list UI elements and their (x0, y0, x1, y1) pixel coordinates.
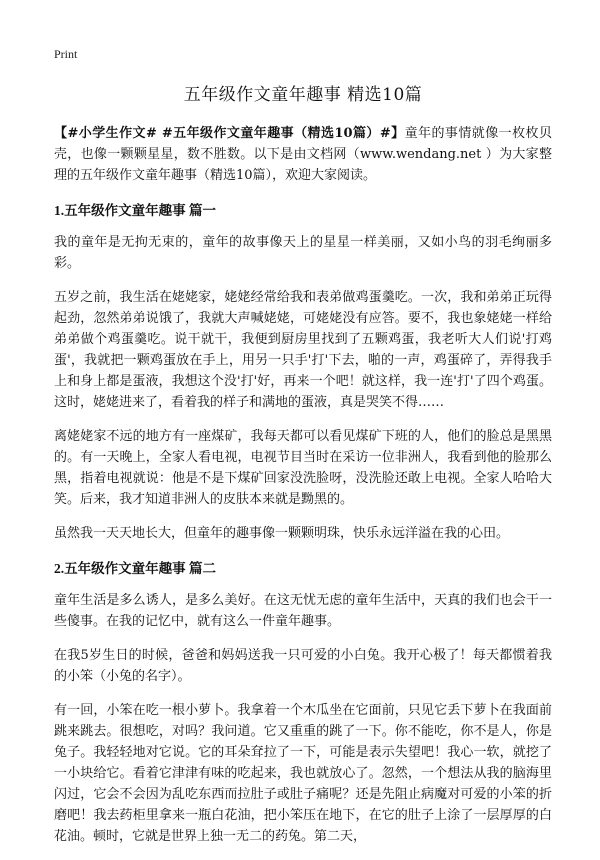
section-2-paragraph-3: 有一回，小笨在吃一根小萝卜。我拿着一个木瓜坐在它面前，只见它丢下萝卜在我面前跳来跳去。很想吃，对吗？我问道。它又重重的跳了一下。你不能吃，你不是人，你是兔子。我轻轻地对它说。它的耳朵耷拉了一下，可能是表示失望吧！我心一软，就挖了一小块给它。看着它津津有味的吃起来，我也就放心了。忽然，一个想法从我的脑海里闪过，它会不会因为乱吃东西而拉肚子或肚子痛呢？还是先阻止病魔对可爱的小笨的折磨吧！我去药柜里拿来一瓶白花油，把小笨压在地下，在它的肚子上涂了一层厚厚的白花油。顿时，它就是世界上独一无二的药兔。第二天， (54, 703, 552, 844)
print-link[interactable]: Print (54, 47, 78, 61)
section-heading-1: 1.五年级作文童年趣事 篇一 (54, 203, 216, 218)
document-title: 五年级作文童年趣事 精选10篇 (183, 85, 423, 105)
section-1-paragraph-4: 虽然我一天天地长大，但童年的趣事像一颗颗明珠，快乐永远洋溢在我的心田。 (54, 526, 510, 541)
document-body (54, 80, 552, 860)
section-2-paragraph-2: 在我5岁生日的时候，爸爸和妈妈送我一只可爱的小白兔。我开心极了！每天都惯着我的小笨（小兔的名字）。 (54, 648, 552, 684)
intro-tag: 【#小学生作文# #五年级作文童年趣事（精选10篇）#】 (54, 126, 405, 141)
section-2-paragraph-1: 童年生活是多么诱人，是多么美好。在这无忧无虑的童年生活中，天真的我们也会干一些傻事。在我的记忆中，就有这么一件童年趣事。 (54, 593, 552, 629)
section-1-paragraph-3: 离姥姥家不远的地方有一座煤矿，我每天都可以看见煤矿下班的人，他们的脸总是黑黑的。有一天晚上，全家人看电视，电视节目当时在采访一位非洲人，我看到他的脸那么黑，指着电视就说：他是不是下煤矿回家没洗脸呀，没洗脸还敢上电视。全家人哈哈大笑。后来，我才知道非洲人的皮肤本来就是黝黑的。 (54, 429, 552, 507)
intro-paragraph (54, 123, 552, 186)
intro-text: 童年的事情就像一枚枚贝壳，也像一颗颗星星，数不胜数。以下是由文档网（www.wendang.net ）为大家整理的五年级作文童年趣事（精选10篇），欢迎大家阅读。 (54, 126, 552, 183)
section-1-paragraph-2: 五岁之前，我生活在姥姥家，姥姥经常给我和表弟做鸡蛋羹吃。一次，我和弟弟正玩得起劲，忽然弟弟说饿了，我就大声喊姥姥，可姥姥没有应答。要不，我也象姥姥一样给弟弟做个鸡蛋羹吃。说干就干，我便到厨房里找到了五颗鸡蛋，我老听大人们说'打鸡蛋'，我就把一颗鸡蛋放在手上，用另一只手'打'下去，啪的一声，鸡蛋碎了，弄得我手上和身上都是蛋液，我想这个没'打'好，再来一个吧！就这样，我一连'打'了四个鸡蛋。这时，姥姥进来了，看着我的样子和满地的蛋液，真是哭笑不得…… (54, 290, 552, 410)
section-heading-2: 2.五年级作文童年趣事 篇二 (54, 561, 216, 576)
section-1-paragraph-1: 我的童年是无拘无束的，童年的故事像天上的星星一样美丽，又如小鸟的羽毛绚丽多彩。 (54, 235, 552, 271)
